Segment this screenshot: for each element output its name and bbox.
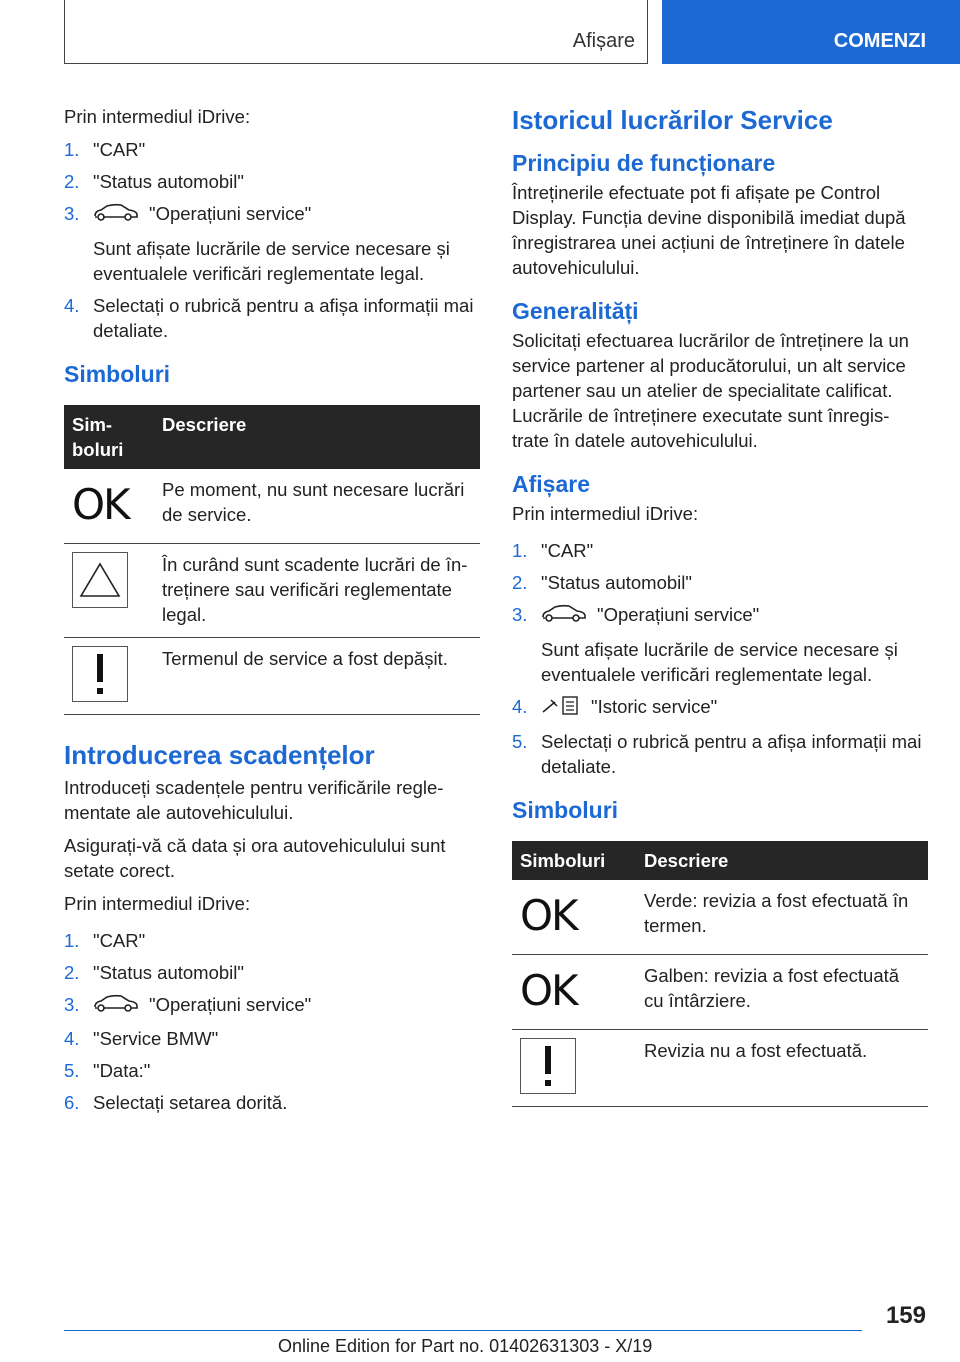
list-item: 2. "Status automobil": [64, 171, 244, 192]
list-item: 1. "CAR": [64, 930, 146, 952]
table-row: Revizia nu a fost efectuată.: [512, 1030, 928, 1107]
right-column: [512, 104, 928, 1107]
exclamation-icon: [72, 646, 128, 702]
steps-list-right: [512, 538, 928, 779]
service-history-icon: [541, 694, 581, 722]
ok-icon: OK: [520, 891, 577, 941]
table-header-symbols: Sim- boluri: [64, 405, 154, 469]
symbols-table-left: [64, 405, 480, 715]
list-item: 2. "Status automobil": [64, 962, 244, 984]
table-header-symbols: Simboluri: [512, 841, 636, 880]
footer-divider: [64, 1330, 862, 1331]
list-item: 3. "Operațiuni service" Sunt afișate lucrările de service necesare și eventualele verificări reglementate legal.: [64, 203, 450, 285]
deadline-heading: Introducerea scadențelor: [64, 740, 375, 771]
ok-icon: OK: [72, 480, 129, 530]
list-item: 3. "Operațiuni service" Sunt afișate lucrările de service necesare și eventualele verificări reglementate legal.: [512, 604, 898, 686]
principle-heading: Principiu de funcționare: [512, 150, 776, 176]
page-number: 159: [885, 1302, 926, 1329]
list-item: 1. "CAR": [512, 540, 594, 561]
warning-triangle-icon: [72, 552, 128, 608]
table-row: OK Pe moment, nu sunt necesare lucrări de service.: [64, 469, 480, 544]
list-item: 4. "Istoric service": [512, 694, 928, 722]
display-heading: Afișare: [512, 471, 590, 497]
symbols-heading-left: Simboluri: [64, 361, 171, 388]
steps-list-2: [64, 928, 480, 1115]
table-row: OK Verde: revizia a fost efectuată în termen.: [512, 880, 928, 955]
general-text: Solicitați efectuarea lucrărilor de întreținere la un service partener al producătorului, un alt service partener sau un atelier de specialitate calificat. Lucrările de întreținere executate sunt înregis- trate în datele autovehiculului.: [512, 330, 909, 451]
header-section-box: [64, 0, 648, 64]
steps-list-1: [64, 137, 480, 343]
left-column: [64, 104, 480, 1131]
deadline-paragraph-1: Introduceți scadențele pentru verificările regle- mentate ale autovehiculului.: [64, 777, 444, 824]
car-service-icon: [93, 993, 139, 1019]
principle-text: Întreținerile efectuate pot fi afișate pe Control Display. Funcția devine disponibilă imediat după înregistrarea unei acțiuni de întreținere în datele autovehiculului.: [512, 182, 906, 278]
table-header-description: Descriere: [154, 405, 480, 469]
tab-comenzi-label: COMENZI: [833, 30, 926, 52]
idrive-intro: Prin intermediul iDrive:: [64, 106, 251, 127]
general-heading: Generalități: [512, 298, 639, 324]
list-item: 4. Selectați o rubrică pentru a afișa informații mai detaliate.: [64, 295, 474, 342]
list-item: 6. Selectați setarea dorită.: [64, 1092, 288, 1114]
table-header-description: Descriere: [636, 841, 928, 880]
list-item: 5. Selectați o rubrică pentru a afișa informații mai detaliate.: [512, 731, 922, 778]
table-row: OK Galben: revizia a fost efectuată cu întârziere.: [512, 955, 928, 1030]
tab-comenzi[interactable]: [662, 0, 960, 64]
display-intro: Prin intermediul iDrive:: [512, 503, 699, 524]
ok-icon: OK: [520, 966, 577, 1016]
deadline-intro: Prin intermediul iDrive:: [64, 893, 251, 915]
history-heading: Istoricul lucrărilor Service: [512, 105, 833, 135]
list-item: 5. "Data:": [64, 1060, 151, 1082]
deadline-paragraph-2: Asigurați-vă că data și ora autovehiculului sunt setate corect.: [64, 835, 446, 882]
car-service-icon: [93, 202, 139, 228]
symbols-table-right: [512, 841, 928, 1107]
exclamation-icon: [520, 1038, 576, 1094]
list-item: 1. "CAR": [64, 139, 146, 160]
list-item: 2. "Status automobil": [512, 572, 692, 593]
list-item: 3. "Operațiuni service": [64, 992, 480, 1019]
list-item: 4. "Service BMW": [64, 1028, 219, 1050]
symbols-heading-right: Simboluri: [512, 797, 619, 824]
car-service-icon: [541, 603, 587, 629]
table-row: În curând sunt scadente lucrări de în- treținere sau verificări reglementate legal.: [64, 544, 480, 638]
edition-note: Online Edition for Part no. 01402631303 - X/19: [278, 1336, 653, 1356]
table-row: Termenul de service a fost depășit.: [64, 638, 480, 715]
section-title: Afișare: [572, 30, 635, 52]
